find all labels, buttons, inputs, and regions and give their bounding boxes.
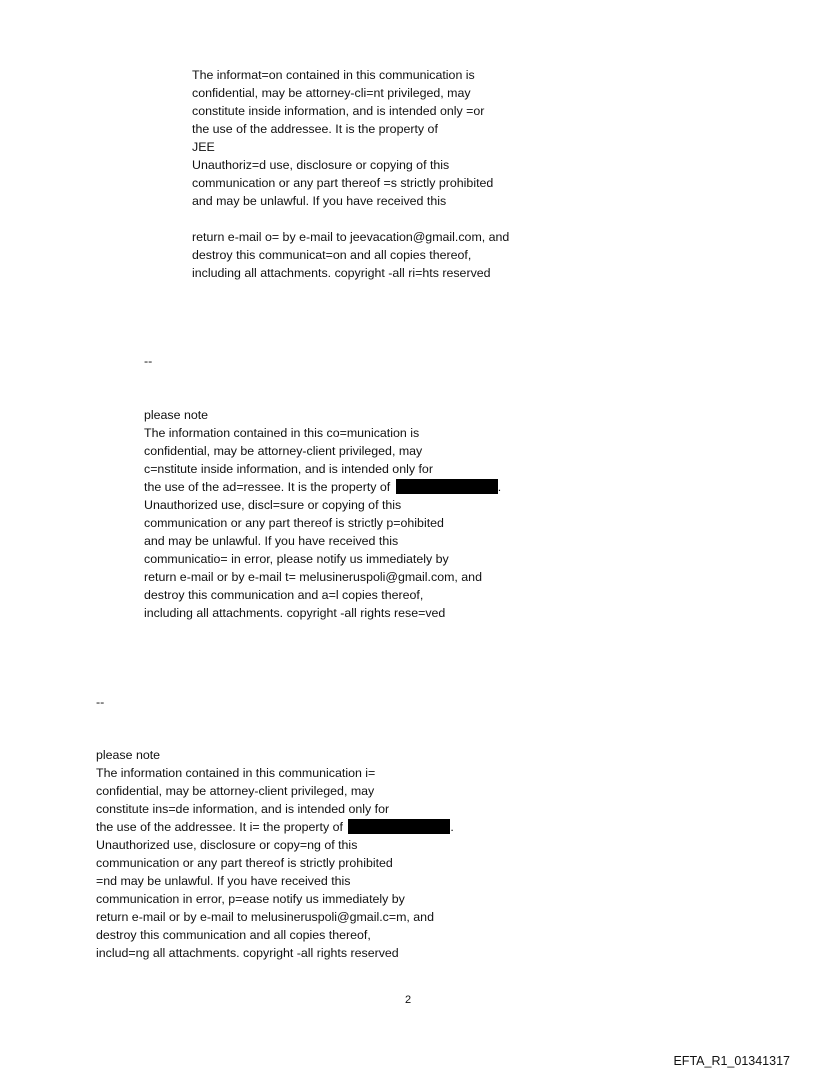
page-number: 2 bbox=[404, 994, 412, 1006]
text-line-with-redaction bbox=[96, 818, 454, 836]
text-segment: . bbox=[497, 480, 502, 494]
text-line: c=nstitute inside information, and is intended only for bbox=[144, 462, 433, 476]
text-line: Unauthoriz=d use, disclosure or copying of this bbox=[192, 158, 450, 172]
text-line: please note bbox=[96, 748, 161, 762]
text-line: destroy this communication and all copies thereof, bbox=[96, 928, 371, 942]
text-line: Unauthorized use, discl=sure or copying of this bbox=[144, 498, 402, 512]
text-line: communication in error, p=ease notify us immediately by bbox=[96, 892, 405, 906]
text-segment: the use of the ad=ressee. It is the property of bbox=[144, 480, 391, 494]
text-line: confidential, may be attorney-client privileged, may bbox=[144, 444, 423, 458]
text-line: confidential, may be attorney-cli=nt privileged, may bbox=[192, 86, 471, 100]
text-line: confidential, may be attorney-client privileged, may bbox=[96, 784, 375, 798]
disclaimer-block-2 bbox=[144, 406, 501, 622]
text-line: The information contained in this co=munication is bbox=[144, 426, 420, 440]
text-line: Unauthorized use, disclosure or copy=ng of this bbox=[96, 838, 358, 852]
text-line: including all attachments. copyright -all rights rese=ved bbox=[144, 606, 446, 620]
text-line: including all attachments. copyright -all ri=hts reserved bbox=[192, 266, 491, 280]
text-line: return e-mail or by e-mail t= melusineruspoli@gmail.com, and bbox=[144, 570, 482, 584]
text-line: return e-mail o= by e-mail to jeevacation@gmail.com, and bbox=[192, 230, 510, 244]
text-line: communication or any part thereof is strictly prohibited bbox=[96, 856, 393, 870]
text-line: constitute ins=de information, and is intended only for bbox=[96, 802, 390, 816]
text-line: The information contained in this communication i= bbox=[96, 766, 376, 780]
text-segment: . bbox=[450, 820, 454, 834]
text-line: please note bbox=[144, 408, 209, 422]
text-line: the use of the addressee. It is the property of bbox=[192, 122, 438, 136]
document-id: EFTA_R1_01341317 bbox=[673, 1054, 790, 1068]
disclaimer-block-1 bbox=[192, 66, 509, 282]
text-line: and may be unlawful. If you have received this bbox=[192, 194, 447, 208]
text-line: destroy this communication and a=l copies thereof, bbox=[144, 588, 424, 602]
text-line: includ=ng all attachments. copyright -all rights reserved bbox=[96, 946, 399, 960]
signature-separator: -- bbox=[144, 354, 153, 368]
redaction-box bbox=[396, 479, 498, 494]
disclaimer-block-3 bbox=[96, 746, 454, 962]
text-line: =nd may be unlawful. If you have received this bbox=[96, 874, 351, 888]
blank-line bbox=[192, 210, 509, 228]
text-line: communication or any part thereof =s strictly prohibited bbox=[192, 176, 494, 190]
text-line: destroy this communicat=on and all copies thereof, bbox=[192, 248, 472, 262]
text-segment: the use of the addressee. It i= the property of bbox=[96, 820, 343, 834]
text-line: The informat=on contained in this communication is bbox=[192, 68, 475, 82]
redaction-box bbox=[348, 819, 450, 834]
text-line-with-redaction bbox=[144, 478, 501, 496]
text-line: return e-mail or by e-mail to melusineruspoli@gmail.c=m, and bbox=[96, 910, 434, 924]
text-line: and may be unlawful. If you have received this bbox=[144, 534, 399, 548]
text-line: JEE bbox=[192, 140, 215, 154]
text-line: communication or any part thereof is strictly p=ohibited bbox=[144, 516, 444, 530]
text-line: constitute inside information, and is intended only =or bbox=[192, 104, 485, 118]
text-line: communicatio= in error, please notify us immediately by bbox=[144, 552, 449, 566]
signature-separator: -- bbox=[96, 695, 105, 709]
